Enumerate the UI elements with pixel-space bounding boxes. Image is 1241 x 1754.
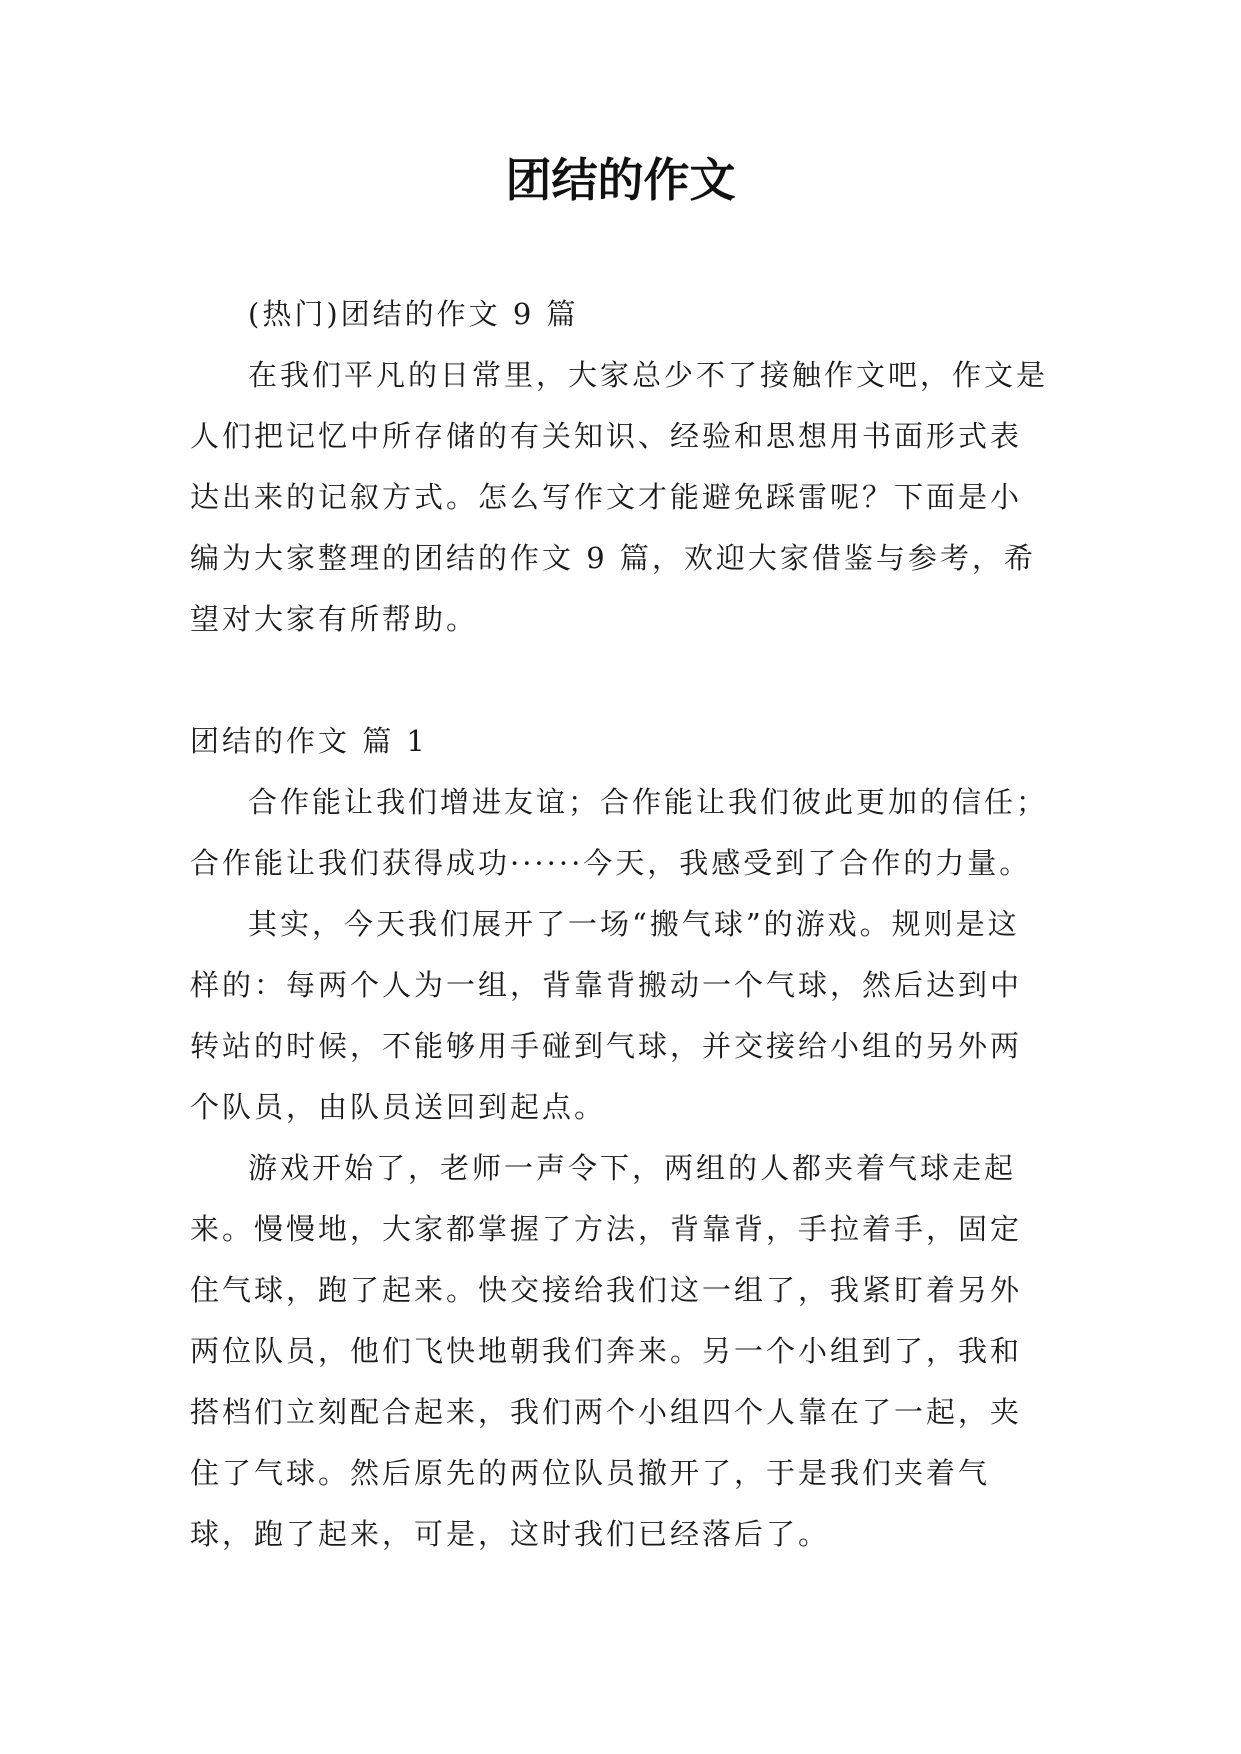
body-paragraph: 其实，今天我们展开了一场“搬气球”的游戏。规则是这样的：每两个人为一组，背靠背搬动一个气球，然后达到中转站的时候，不能够用手碰到气球，并交接给小组的另外两个队员，由队员送回到起点。 — [190, 907, 1023, 1124]
body-paragraph: 合作能让我们增进友谊；合作能让我们彼此更加的信任；合作能让我们获得成功······今天，我感受到了合作的力量。 — [190, 785, 1049, 880]
body-paragraph: 游戏开始了，老师一声令下，两组的人都夹着气球走起来。慢慢地，大家都掌握了方法，背靠背，手拉着手，固定住气球，跑了起来。快交接给我们这一组了，我紧盯着另外两位队员，他们飞快地朝我们奔来。另一个小组到了，我和搭档们立刻配合起来，我们两个小组四个人靠在了一起，夹住了气球。然后原先的两位队员撤开了，于是我们夹着气球，跑了起来，可是，这时我们已经落后了。 — [190, 1151, 1023, 1551]
document-body — [190, 284, 1050, 1565]
paragraph-spacer — [190, 650, 1050, 711]
intro-paragraph: 在我们平凡的日常里，大家总少不了接触作文吧，作文是人们把记忆中所存储的有关知识、经验和思想用书面形式表达出来的记叙方式。怎么写作文才能避免踩雷呢？下面是小编为大家整理的团结的作文 9 篇，欢迎大家借鉴与参考，希望对大家有所帮助。 — [190, 358, 1049, 636]
intro-subtitle: (热门)团结的作文 9 篇 — [248, 297, 579, 331]
document-title: 团结的作文 — [505, 153, 736, 207]
section-heading: 团结的作文 篇 1 — [190, 724, 428, 758]
